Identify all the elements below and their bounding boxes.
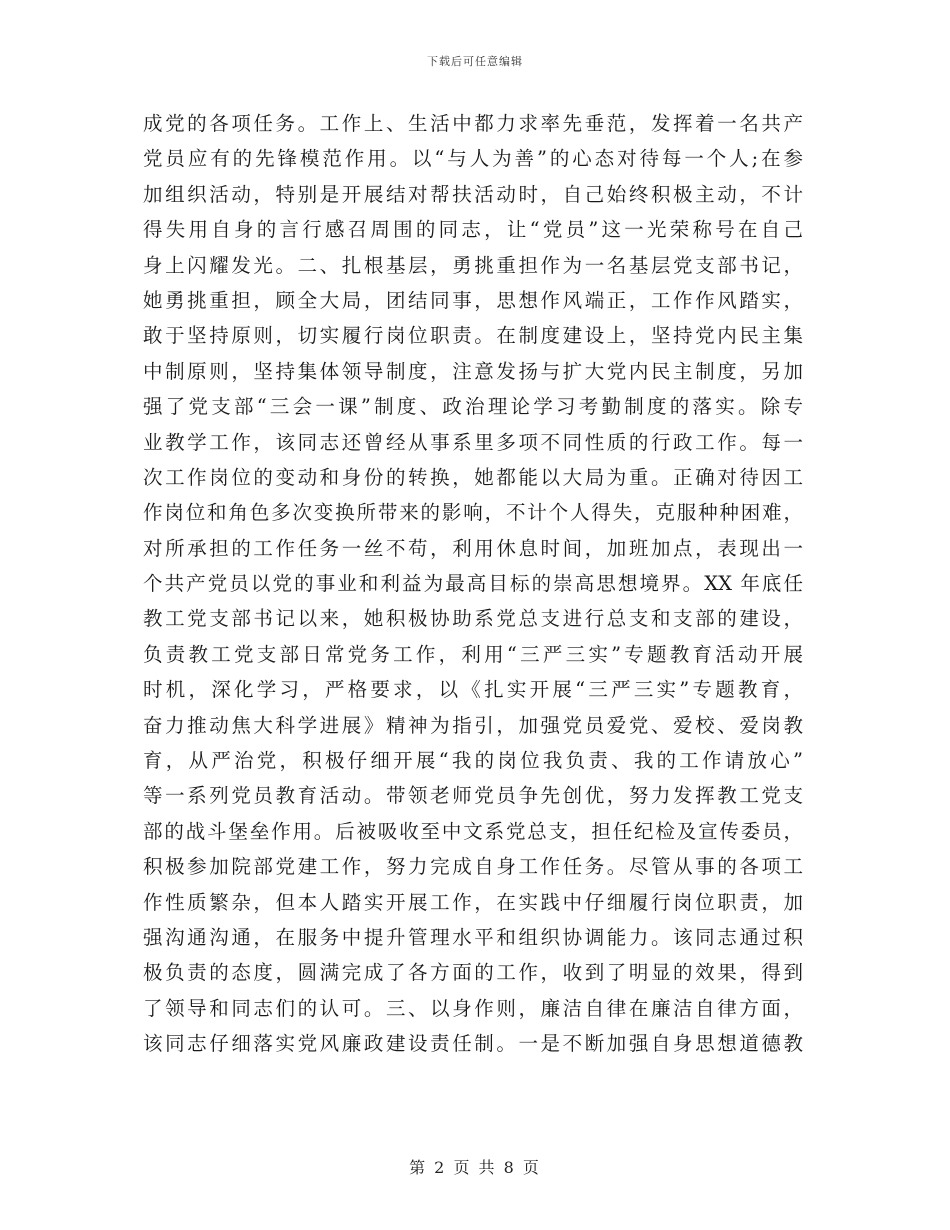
page-footer: 第 2 页 共 8 页 (409, 1158, 541, 1177)
text-line: 成党的各项任务。工作上、生活中都力求率先垂范，发挥着一名共产 (143, 112, 803, 135)
text-line: 个共产党员以党的事业和利益为最高目标的崇高思想境界。XX 年底任 (143, 572, 803, 596)
text-line: 敢于坚持原则，切实履行岗位职责。在制度建设上，坚持党内民主集 (143, 324, 803, 348)
text-line: 教工党支部书记以来，她积极协助系党总支进行总支和支部的建设， (143, 607, 803, 631)
text-line: 对所承担的工作任务一丝不苟，利用休息时间，加班加点，表现出一 (143, 536, 803, 560)
text-line: 等一系列党员教育活动。带领老师党员争先创优，努力发挥教工党支 (143, 784, 803, 808)
text-line: 强了党支部“三会一课”制度、政治理论学习考勤制度的落实。除专 (143, 395, 803, 419)
text-line: 得失用自身的言行感召周围的同志，让“党员”这一光荣称号在自己 (143, 218, 803, 242)
text-line: 身上闪耀发光。二、扎根基层，勇挑重担作为一名基层党支部书记， (143, 253, 803, 277)
text-line: 奋力推动焦大科学进展》精神为指引，加强党员爱党、爱校、爱岗教 (143, 713, 803, 737)
text-line: 强沟通沟通，在服务中提升管理水平和组织协调能力。该同志通过积 (143, 925, 803, 949)
text-line: 业教学工作，该同志还曾经从事系里多项不同性质的行政工作。每一 (143, 430, 803, 454)
body-text (143, 106, 803, 1062)
text-line: 极负责的态度，圆满完成了各方面的工作，收到了明显的效果，得到 (143, 961, 803, 985)
text-line: 时机，深化学习，严格要求，以《扎实开展“三严三实”专题教育， (143, 678, 803, 702)
text-line: 该同志仔细落实党风廉政建设责任制。一是不断加强自身思想道德教 (143, 1032, 803, 1056)
text-line: 中制原则，坚持集体领导制度，注意发扬与扩大党内民主制度，另加 (143, 359, 803, 383)
text-line: 加组织活动，特别是开展结对帮扶活动时，自己始终积极主动，不计 (143, 182, 803, 206)
text-line: 作性质繁杂，但本人踏实开展工作，在实践中仔细履行岗位职责，加 (143, 890, 803, 914)
text-line: 次工作岗位的变动和身份的转换，她都能以大局为重。正确对待因工 (143, 465, 803, 489)
text-line: 积极参加院部党建工作，努力完成自身工作任务。尽管从事的各项工 (143, 855, 803, 879)
text-line: 育，从严治党，积极仔细开展“我的岗位我负责、我的工作请放心” (143, 749, 803, 773)
text-line: 她勇挑重担，顾全大局，团结同事，思想作风端正，工作作风踏实， (143, 288, 803, 312)
text-line: 部的战斗堡垒作用。后被吸收至中文系党总支，担任纪检及宣传委员， (143, 819, 803, 843)
page-header: 下载后可任意编辑 (427, 55, 523, 68)
text-line: 党员应有的先锋模范作用。以“与人为善”的心态对待每一个人;在参 (143, 147, 803, 171)
text-line: 了领导和同志们的认可。三、以身作则，廉洁自律在廉洁自律方面， (143, 996, 803, 1020)
text-line: 作岗位和角色多次变换所带来的影响，不计个人得失，克服种种困难， (143, 501, 803, 525)
text-line: 负责教工党支部日常党务工作，利用“三严三实”专题教育活动开展 (143, 642, 803, 666)
